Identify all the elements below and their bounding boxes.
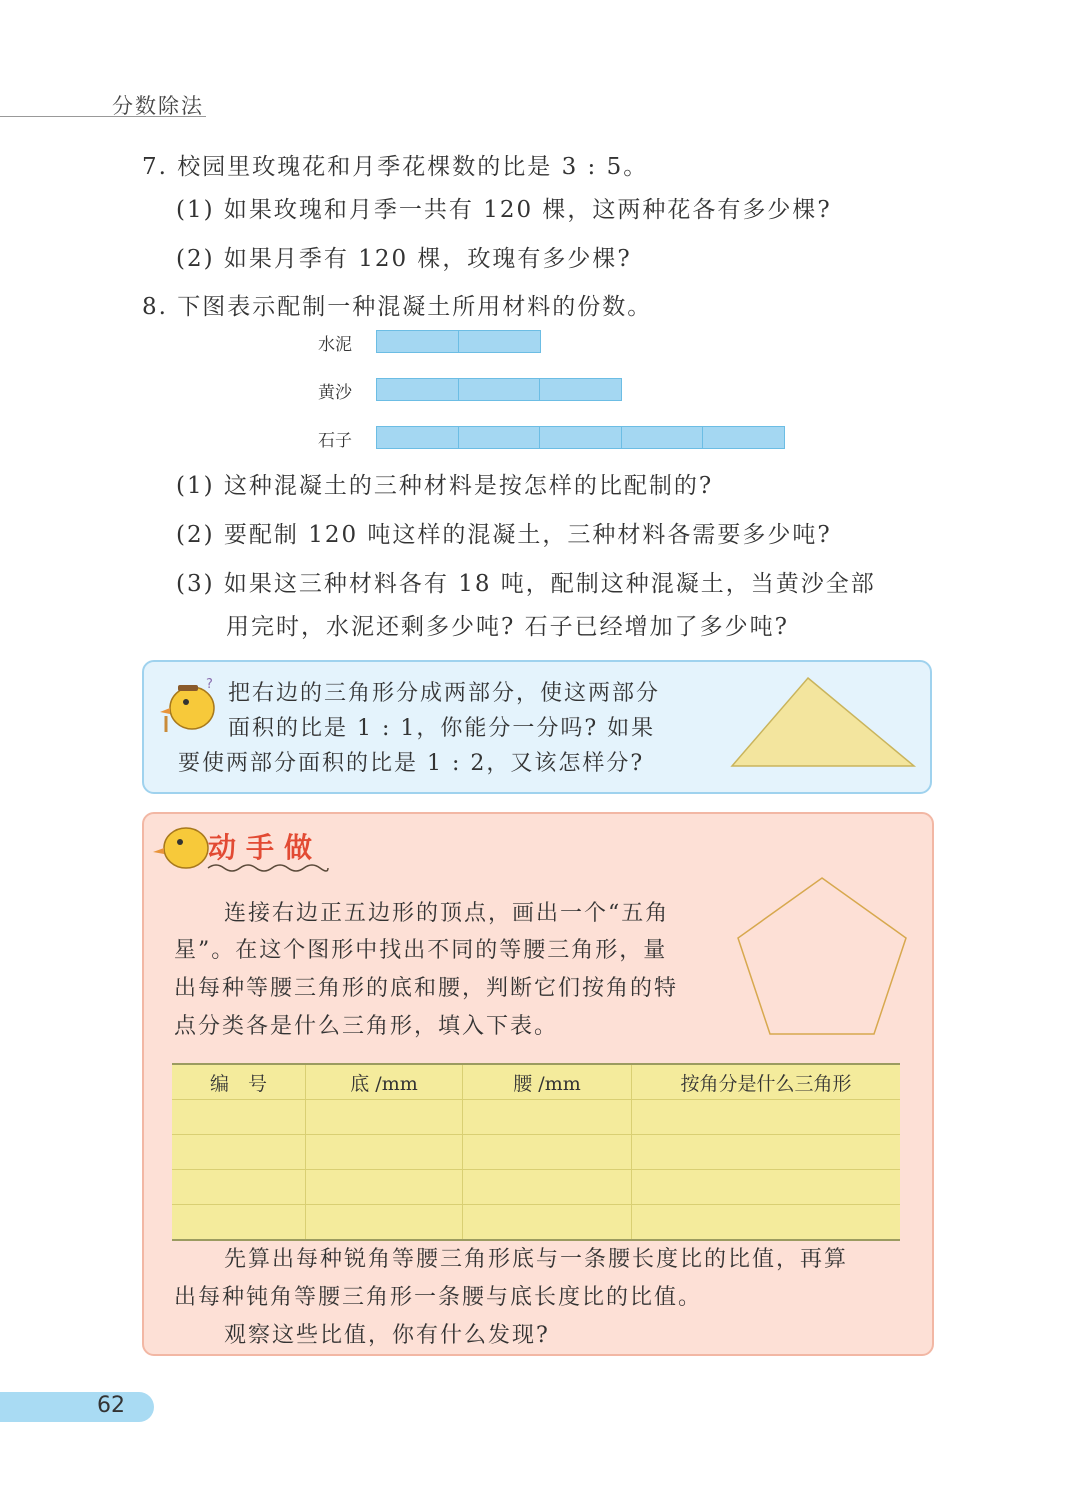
table-row [172,1170,900,1205]
table-cell[interactable] [306,1135,463,1170]
bar-segment [376,426,459,449]
bar-segment [621,426,704,449]
page-number-tab [0,1392,154,1422]
q8-sub3-line1: (3) 如果这三种材料各有 18 吨，配制这种混凝土，当黄沙全部 [176,571,876,597]
material-label-stone: 石子 [318,431,352,451]
bar-segment [458,330,541,353]
handson-p1-line3: 出每种等腰三角形的底和腰，判断它们按角的特 [174,976,679,1001]
q8-sub2: (2) 要配制 120 吨这样的混凝土，三种材料各需要多少吨? [176,522,832,548]
bar-cement [376,330,539,353]
bar-segment [458,426,541,449]
handson-p1-line2: 星”。在这个图形中找出不同的等腰三角形，量 [174,938,668,963]
table-cell[interactable] [463,1100,632,1135]
bar-segment [458,378,541,401]
bar-stone [376,426,784,449]
page-number: 62 [97,1393,125,1418]
handson-p3: 观察这些比值，你有什么发现? [224,1323,550,1348]
svg-text:?: ? [206,677,213,692]
handson-title: 动手做 [208,831,323,864]
bar-segment [539,426,622,449]
table-cell[interactable] [172,1100,306,1135]
handson-p2-line1: 先算出每种锐角等腰三角形底与一条腰长度比的比值，再算 [224,1247,849,1272]
q7-sub1: (1) 如果玫瑰和月季一共有 120 棵，这两种花各有多少棵? [176,197,832,223]
chick-thinker-icon [156,672,220,734]
table-row [172,1100,900,1135]
table-row [172,1135,900,1170]
think-line1: 把右边的三角形分成两部分，使这两部分 [228,681,661,706]
table-cell[interactable] [306,1170,463,1205]
table-cell[interactable] [306,1100,463,1135]
handson-p1-line1: 连接右边正五边形的顶点，画出一个“五角 [224,901,670,926]
q8-sub3-line2: 用完时，水泥还剩多少吨? 石子已经增加了多少吨? [226,614,789,640]
table-header-row [172,1064,900,1100]
chick-icon [150,824,212,872]
chapter-title: 分数除法 [112,94,204,118]
q8-sub1: (1) 这种混凝土的三种材料是按怎样的比配制的? [176,473,714,499]
table-cell[interactable] [632,1170,901,1205]
bar-sand [376,378,621,401]
table-cell[interactable] [632,1135,901,1170]
material-label-cement: 水泥 [318,335,352,355]
q7-stem: 7. 校园里玫瑰花和月季花棵数的比是 3 : 5。 [142,154,649,180]
triangle-table [172,1063,900,1241]
table-cell[interactable] [172,1205,306,1241]
bar-segment [702,426,785,449]
table-cell[interactable] [632,1100,901,1135]
q8-stem: 8. 下图表示配制一种混凝土所用材料的份数。 [142,294,653,320]
bar-segment [376,330,459,353]
table-cell[interactable] [306,1205,463,1241]
q7-sub2: (2) 如果月季有 120 棵，玫瑰有多少棵? [176,246,632,272]
triangle-figure [728,674,918,770]
think-line3: 要使两部分面积的比是 1 : 2，又该怎样分? [178,751,645,776]
handson-p1-line4: 点分类各是什么三角形，填入下表。 [174,1014,559,1039]
table-cell[interactable] [632,1205,901,1241]
col-header-leg: 腰 /mm [463,1064,632,1100]
col-header-base: 底 /mm [306,1064,463,1100]
table-row [172,1205,900,1241]
col-header-angle-type: 按角分是什么三角形 [632,1064,901,1100]
col-header-number: 编 号 [172,1064,306,1100]
header-rule [0,116,206,117]
think-line2: 面积的比是 1 : 1，你能分一分吗? 如果 [228,716,656,741]
material-label-sand: 黄沙 [318,383,352,403]
handson-p2-line2: 出每种钝角等腰三角形一条腰与底长度比的比值。 [174,1285,703,1310]
pentagon-figure [734,874,910,1040]
bar-segment [539,378,622,401]
bar-segment [376,378,459,401]
table-cell[interactable] [172,1135,306,1170]
table-cell[interactable] [172,1170,306,1205]
table-cell[interactable] [463,1170,632,1205]
title-wavy-underline [206,862,330,874]
table-cell[interactable] [463,1205,632,1241]
table-cell[interactable] [463,1135,632,1170]
